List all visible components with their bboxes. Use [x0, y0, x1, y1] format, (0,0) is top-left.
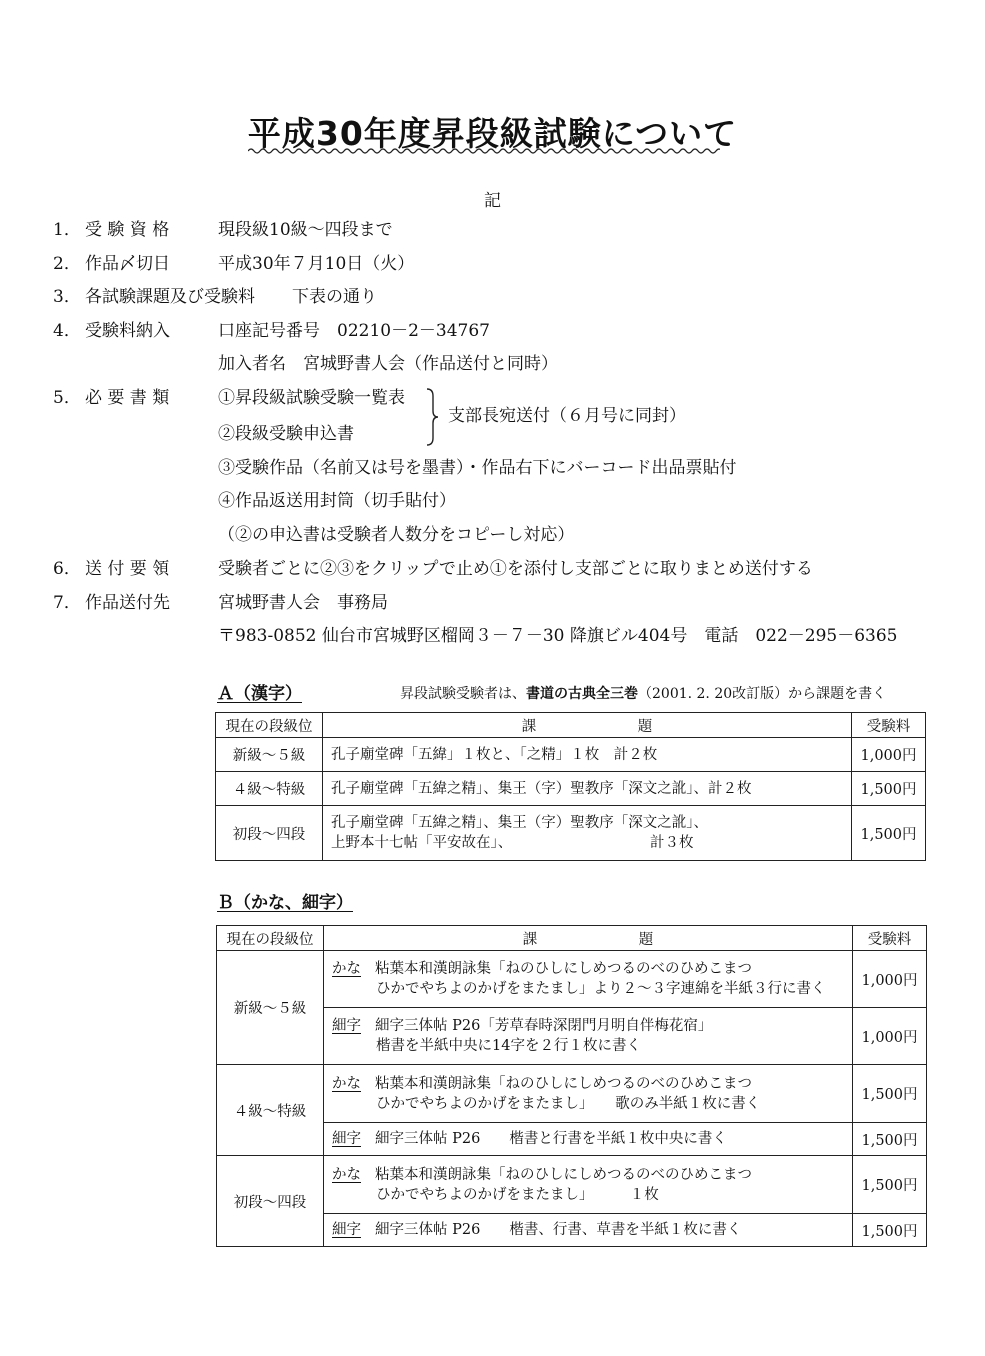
- table-header: [216, 713, 926, 738]
- item-number: 1．: [53, 220, 81, 240]
- note-prefix: 昇段試験受験者は、: [400, 686, 526, 702]
- document-4: ④作品返送用封筒（切手貼付）: [218, 491, 456, 511]
- item-label: 作品送付先: [85, 593, 170, 613]
- kind-label: 細字: [332, 1222, 361, 1238]
- subject-line: ひかでやちよのかげをまたまし」 歌のみ半紙１枚に書く: [376, 1095, 761, 1112]
- table-row: [216, 738, 926, 772]
- document-1: ①昇段級試験受験一覧表: [218, 388, 405, 408]
- subject-line: [332, 1074, 844, 1094]
- fee-cell: 1,500円: [852, 772, 926, 806]
- item-value: 宮城野書人会 事務局: [218, 593, 388, 613]
- subject-text: 粘葉本和漢朗詠集「ねのひしにしめつるのべのひめこまつ: [375, 1075, 752, 1092]
- document-note: （②の申込書は受験者人数分をコピーし対応）: [218, 525, 575, 545]
- item-label: 必 要 書 類: [85, 388, 170, 408]
- subject-line: [332, 1165, 844, 1185]
- table-row: [217, 951, 927, 1008]
- subject-line: ひかでやちよのかげをまたまし」より２〜３字連綿を半紙３行に書く: [376, 981, 826, 997]
- item-label: 受験料納入: [85, 321, 170, 341]
- kind-label: 細字: [332, 1131, 361, 1147]
- col-header-grade: 現在の段級位: [216, 713, 323, 738]
- table-header: [217, 926, 927, 951]
- note-suffix: （2001. 2. 20改訂版）から課題を書く: [638, 686, 887, 702]
- subject-text: 細字三体帖 P26 楷書と行書を半紙１枚中央に書く: [375, 1131, 727, 1147]
- fee-cell: 1,500円: [853, 1156, 927, 1214]
- item-value: 現段級10級〜四段まで: [218, 220, 393, 240]
- col-header-fee: 受験料: [852, 713, 926, 738]
- subject-text: 細字三体帖 P26「芳草春時深閉門月明自伴梅花宿」: [375, 1018, 713, 1034]
- subject-line: 孔子廟堂碑「五緯之精」、集王（字）聖教序「深文之訛」、: [331, 815, 708, 831]
- page-title: 平成30年度昇段級試験について: [247, 114, 738, 153]
- subject-text: 細字三体帖 P26 楷書、行書、草書を半紙１枚に書く: [375, 1222, 742, 1238]
- subject-cell: [323, 806, 852, 861]
- brace-note: 支部長宛送付（６月号に同封）: [448, 406, 686, 426]
- fee-cell: 1,500円: [852, 806, 926, 861]
- item-label: 受 験 資 格: [85, 220, 170, 240]
- table-row: [217, 1156, 927, 1214]
- grade-cell: ４級〜特級: [217, 1065, 324, 1156]
- item-number: 7．: [53, 593, 81, 613]
- col-header-subject: 課 題: [324, 926, 853, 951]
- section-a-heading: Ａ（漢字）: [217, 684, 302, 704]
- fee-cell: 1,000円: [853, 1008, 927, 1065]
- destination-address: 〒983-0852 仙台市宮城野区榴岡３－７－30 降旗ビル404号 電話 022－295－6365: [218, 626, 898, 646]
- document-3: ③受験作品（名前又は号を墨書）・作品右下にバーコード出品票貼付: [218, 458, 737, 478]
- kind-label: かな: [332, 1075, 361, 1092]
- item-label: 各試験課題及び受験料: [85, 287, 255, 307]
- item-value: 平成30年７月10日（火）: [218, 254, 415, 274]
- item-number: 5．: [53, 388, 81, 408]
- section-a-note: [400, 683, 886, 703]
- item-number: 4．: [53, 321, 81, 341]
- kind-label: かな: [332, 1166, 361, 1183]
- kind-label: かな: [332, 961, 361, 977]
- subject-cell: [324, 1008, 853, 1065]
- item-number: 2．: [53, 254, 81, 274]
- subject-line: 上野本十七帖「平安故在」、 計３枚: [331, 835, 694, 851]
- table-a: [215, 712, 926, 861]
- subject-text: 粘葉本和漢朗詠集「ねのひしにしめつるのべのひめこまつ: [375, 1166, 752, 1183]
- title-wavy-underline: [248, 146, 720, 156]
- col-header-grade: 現在の段級位: [217, 926, 324, 951]
- grade-cell: 初段〜四段: [216, 806, 323, 861]
- subject-cell: [324, 1065, 853, 1123]
- subject-cell: 孔子廟堂碑「五緯之精」、集王（字）聖教序「深文之訛」、計２枚: [323, 772, 852, 806]
- subject-line: [332, 1016, 844, 1036]
- fee-cell: 1,500円: [853, 1123, 927, 1156]
- item-number: 6．: [53, 559, 81, 579]
- grade-cell: ４級〜特級: [216, 772, 323, 806]
- item-label: 送 付 要 領: [85, 559, 170, 579]
- section-b-heading: Ｂ（かな、細字）: [217, 893, 353, 913]
- item-label: 作品〆切日: [85, 254, 170, 274]
- right-brace: [425, 388, 439, 446]
- grade-cell: 初段〜四段: [217, 1156, 324, 1247]
- note-bold-title: 書道の古典全三巻: [526, 686, 638, 702]
- subject-line: ひかでやちよのかげをまたまし」 １枚: [376, 1186, 659, 1203]
- subject-cell: [324, 1123, 853, 1156]
- ki-label: 記: [484, 191, 501, 211]
- table-row: [217, 1008, 927, 1065]
- subject-cell: [324, 1214, 853, 1247]
- subject-line: 楷書を半紙中央に14字を２行１枚に書く: [376, 1038, 641, 1054]
- subject-cell: [324, 951, 853, 1008]
- grade-cell: 新級〜５級: [216, 738, 323, 772]
- kind-label: 細字: [332, 1018, 361, 1034]
- table-row: [217, 1065, 927, 1123]
- grade-cell: 新級〜５級: [217, 951, 324, 1065]
- item-value: 受験者ごとに②③をクリップで止め①を添付し支部ごとに取りまとめ送付する: [218, 559, 813, 579]
- col-header-subject: 課 題: [323, 713, 852, 738]
- subject-cell: [324, 1156, 853, 1214]
- subject-cell: 孔子廟堂碑「五緯」１枚と、「之精」１枚 計２枚: [323, 738, 852, 772]
- table-row: [216, 806, 926, 861]
- table-row: [217, 1214, 927, 1247]
- col-header-fee: 受験料: [853, 926, 927, 951]
- fee-cell: 1,000円: [853, 951, 927, 1008]
- item-value: 口座記号番号 02210－2－34767: [218, 321, 490, 341]
- table-row: [216, 772, 926, 806]
- table-row: [217, 1123, 927, 1156]
- subject-text: 粘葉本和漢朗詠集「ねのひしにしめつるのべのひめこまつ: [375, 961, 752, 977]
- fee-cell: 1,500円: [853, 1214, 927, 1247]
- payment-account-holder: 加入者名 宮城野書人会（作品送付と同時）: [218, 354, 558, 374]
- subject-line: [332, 959, 844, 979]
- table-b: [216, 925, 927, 1247]
- fee-cell: 1,500円: [853, 1065, 927, 1123]
- document-2: ②段級受験申込書: [218, 424, 354, 444]
- item-value: 下表の通り: [292, 287, 377, 307]
- item-number: 3．: [53, 287, 81, 307]
- fee-cell: 1,000円: [852, 738, 926, 772]
